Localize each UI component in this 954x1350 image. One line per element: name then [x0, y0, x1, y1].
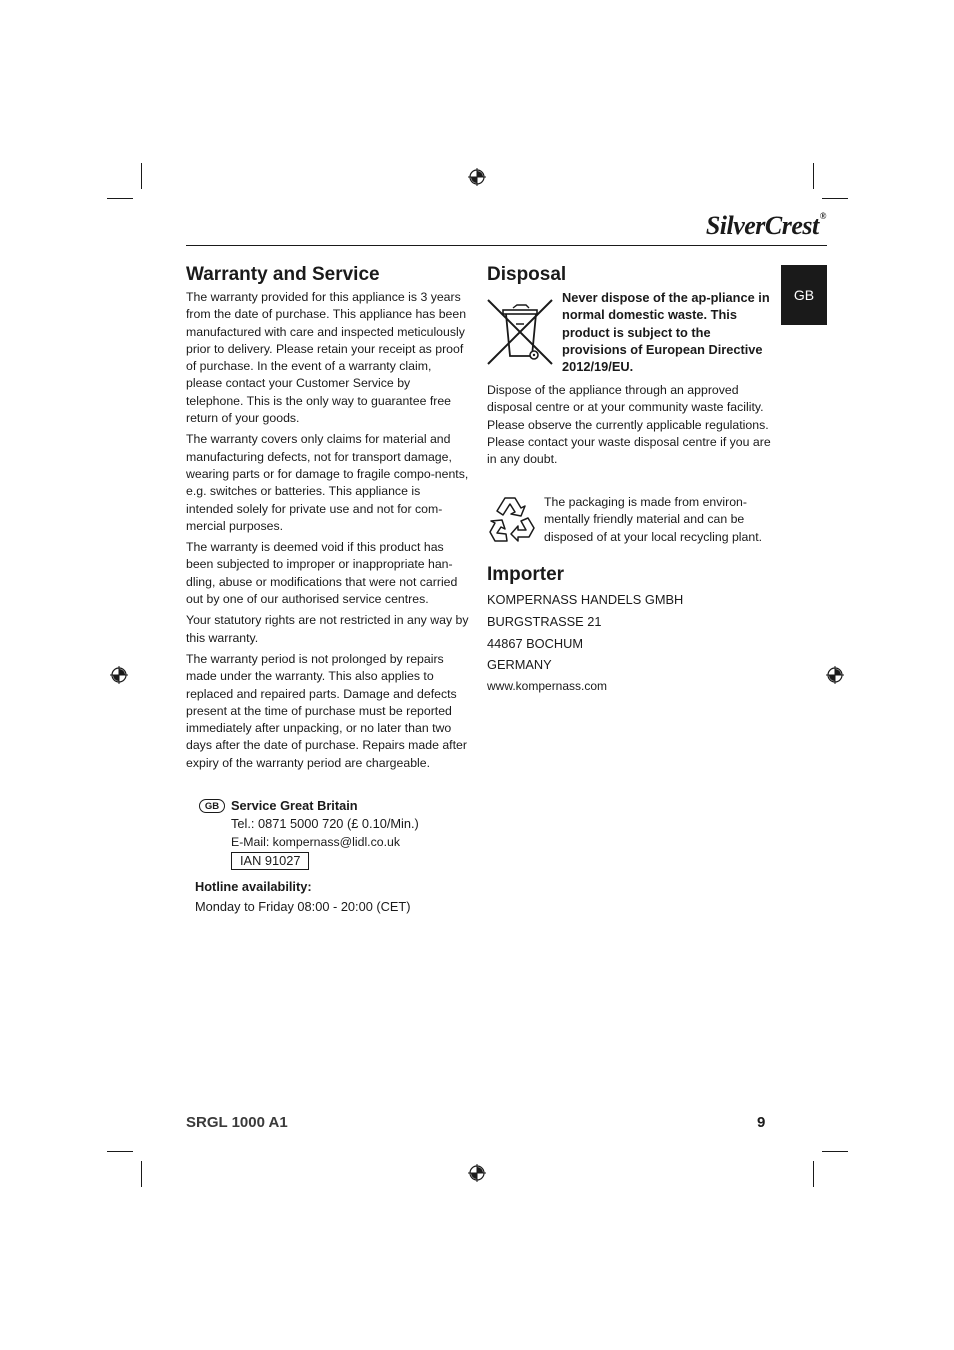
warranty-paragraph: The warranty is deemed void if this product has been subjected to improper or inappropriate han-dling, abuse or modifications that were not carried out by one of our authorised service centres.	[186, 540, 458, 607]
crop-mark-top-left-v	[141, 163, 142, 189]
page-number: 9	[757, 1114, 766, 1131]
hotline-label: Hotline availability:	[195, 879, 312, 894]
warranty-paragraph: The warranty period is not prolonged by repairs made under the warranty. This also applies to replaced and repaired parts. Damage and defects present at the time of purchase must be reported immediately after unpacking, or no later than two days after the date of purchase. Repairs made after expiry of the warranty period are chargeable.	[186, 651, 467, 770]
importer-address	[487, 589, 767, 698]
service-tel: Tel.: 0871 5000 720 (£ 0.10/Min.)	[231, 816, 419, 831]
service-name: Service Great Britain	[231, 798, 358, 813]
crop-mark-bottom-left-h	[107, 1151, 133, 1152]
crop-mark-bottom-right-v	[813, 1161, 814, 1187]
crop-mark-top-right-v	[813, 163, 814, 189]
importer-heading: Importer	[487, 564, 565, 585]
warranty-body	[186, 289, 470, 776]
brand-logo: SilverCrest®	[705, 211, 826, 240]
importer-line: KOMPERNASS HANDELS GMBH	[487, 592, 684, 607]
service-block	[195, 797, 495, 916]
importer-website: www.kompernass.com	[487, 679, 608, 694]
registration-mark-right-icon	[826, 666, 844, 684]
disposal-heading: Disposal	[487, 264, 567, 285]
registration-mark-bottom-icon	[468, 1164, 486, 1182]
crop-mark-top-left-h	[107, 198, 133, 199]
ian-number: IAN 91027	[231, 852, 309, 870]
registration-mark-top-icon	[468, 168, 486, 186]
language-tab: GB	[781, 265, 827, 325]
footer-model: SRGL 1000 A1	[186, 1114, 288, 1131]
header-rule	[186, 245, 827, 246]
hotline-hours: Monday to Friday 08:00 - 20:00 (CET)	[195, 899, 411, 914]
warranty-heading: Warranty and Service	[186, 264, 380, 285]
country-badge: GB	[199, 799, 225, 813]
packaging-text: The packaging is made from environ-mentally friendly material and can be disposed of at your local recycling plant.	[544, 495, 763, 544]
crop-mark-bottom-left-v	[141, 1161, 142, 1187]
crop-mark-bottom-right-h	[822, 1151, 848, 1152]
service-email: E-Mail: kompernass@lidl.co.uk	[231, 835, 400, 849]
importer-line: GERMANY	[487, 657, 552, 673]
disposal-text: Dispose of the appliance through an approved disposal centre or at your community waste facility. Please observe the currently applicable regulations. Please contact your waste disposal centre if you are in any doubt.	[487, 383, 771, 467]
importer-line: 44867 BOCHUM	[487, 635, 584, 651]
disposal-warning: Never dispose of the ap-pliance in normal domestic waste. This product is subject to the provisions of European Directive 2012/19/EU.	[562, 290, 770, 375]
importer-line: BURGSTRASSE 21	[487, 613, 602, 629]
warranty-paragraph: Your statutory rights are not restricted in any way by this warranty.	[186, 613, 469, 645]
crossed-out-wheelie-bin-icon	[486, 298, 554, 366]
warranty-paragraph: The warranty covers only claims for material and manufacturing defects, not for transport damage, wearing parts or for damage to fragile compo-nents, e.g. switches or batteries. This appliance is intended solely for private use and not for com-mercial purposes.	[186, 432, 469, 533]
registration-mark-left-icon	[110, 666, 128, 684]
recycling-icon	[486, 494, 540, 546]
crop-mark-top-right-h	[822, 198, 848, 199]
warranty-paragraph: The warranty provided for this appliance is 3 years from the date of purchase. This appliance has been manufactured with care and inspected meticulously prior to delivery. Please retain your receipt as proof of purchase. In the event of a warranty claim, please contact your Customer Service by telephone. This is the only way to guarantee free return of your goods.	[186, 290, 467, 426]
